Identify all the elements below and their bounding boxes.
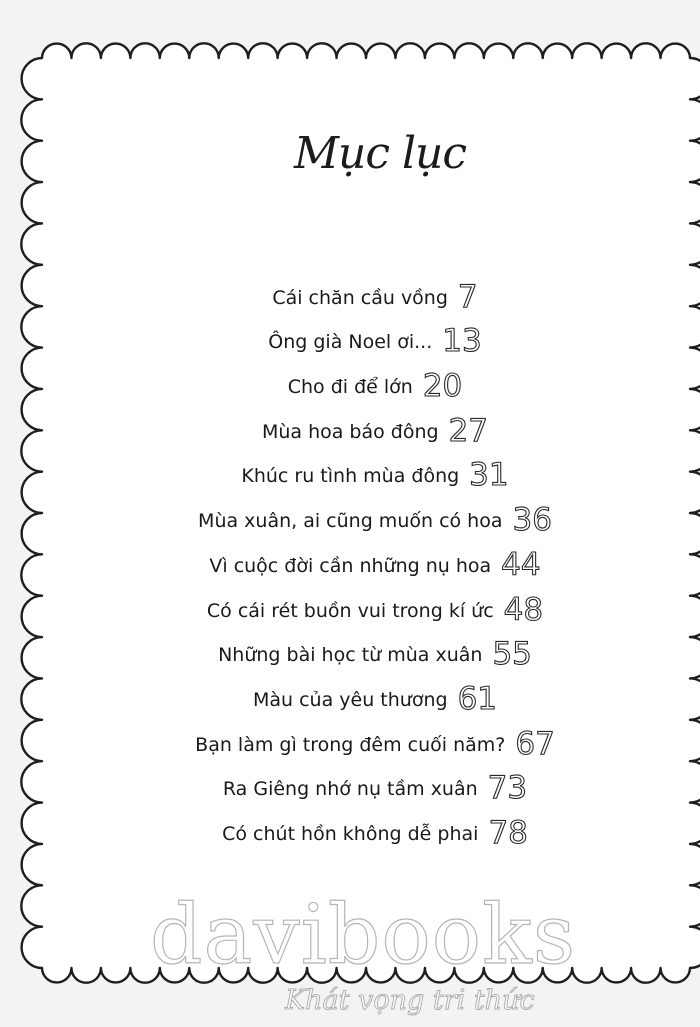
toc-entry [0,268,700,313]
table-of-contents [0,268,700,849]
toc-entry-page: 55 [492,636,532,673]
toc-entry-title: Cho đi để lớn [287,376,413,399]
toc-entry-title: Bạn làm gì trong đêm cuối năm? [195,733,506,756]
toc-entry-page: 48 [503,591,544,628]
toc-entry [0,402,700,447]
toc-entry [0,715,700,760]
toc-entry-title: Những bài học từ mùa xuân [218,644,483,667]
toc-entry-page: 67 [515,725,555,762]
watermark-tagline: Khát vọng tri thức [285,985,535,1016]
toc-entry-page: 36 [512,502,552,539]
toc-entry [0,626,700,671]
toc-entry [0,357,700,405]
toc-entry-page: 73 [487,770,528,807]
toc-entry-title: Có cái rét buồn vui trong kí ức [206,599,494,622]
toc-entry-title: Có chút hồn không dễ phai [222,822,479,845]
toc-entry-title: Mùa xuân, ai cũng muốn có hoa [198,510,503,533]
toc-entry-title: Cái chăn cầu vồng [272,286,448,309]
page-title: Mục lục [293,128,467,179]
toc-entry-page: 13 [442,323,482,360]
toc-entry-title: Mùa hoa báo đông [261,420,439,443]
toc-entry [0,760,700,805]
toc-entry [0,536,700,581]
toc-entry [0,313,700,358]
toc-entry-page: 61 [457,680,498,717]
toc-entry [0,447,700,492]
toc-entry-page: 7 [457,278,478,315]
toc-entry [0,804,700,849]
toc-entry-title: Màu của yêu thương [252,688,448,711]
toc-entry-page: 44 [501,546,541,583]
toc-entry-page: 20 [422,368,463,405]
toc-entry-title: Vì cuộc đời cần những nụ hoa [209,554,492,577]
toc-entry [0,670,700,715]
toc-entry-page: 27 [448,412,489,449]
toc-entry-title: Khúc ru tình mùa đông [241,465,460,488]
toc-entry-title: Ra Giêng nhớ nụ tầm xuân [222,778,478,801]
toc-entry-title: Ông già Noel ơi... [268,331,433,354]
toc-entry [0,581,700,626]
watermark-brand: davibooks [150,888,576,983]
toc-entry-page: 31 [469,457,509,494]
toc-entry-page: 78 [488,814,528,851]
toc-entry [0,491,700,539]
